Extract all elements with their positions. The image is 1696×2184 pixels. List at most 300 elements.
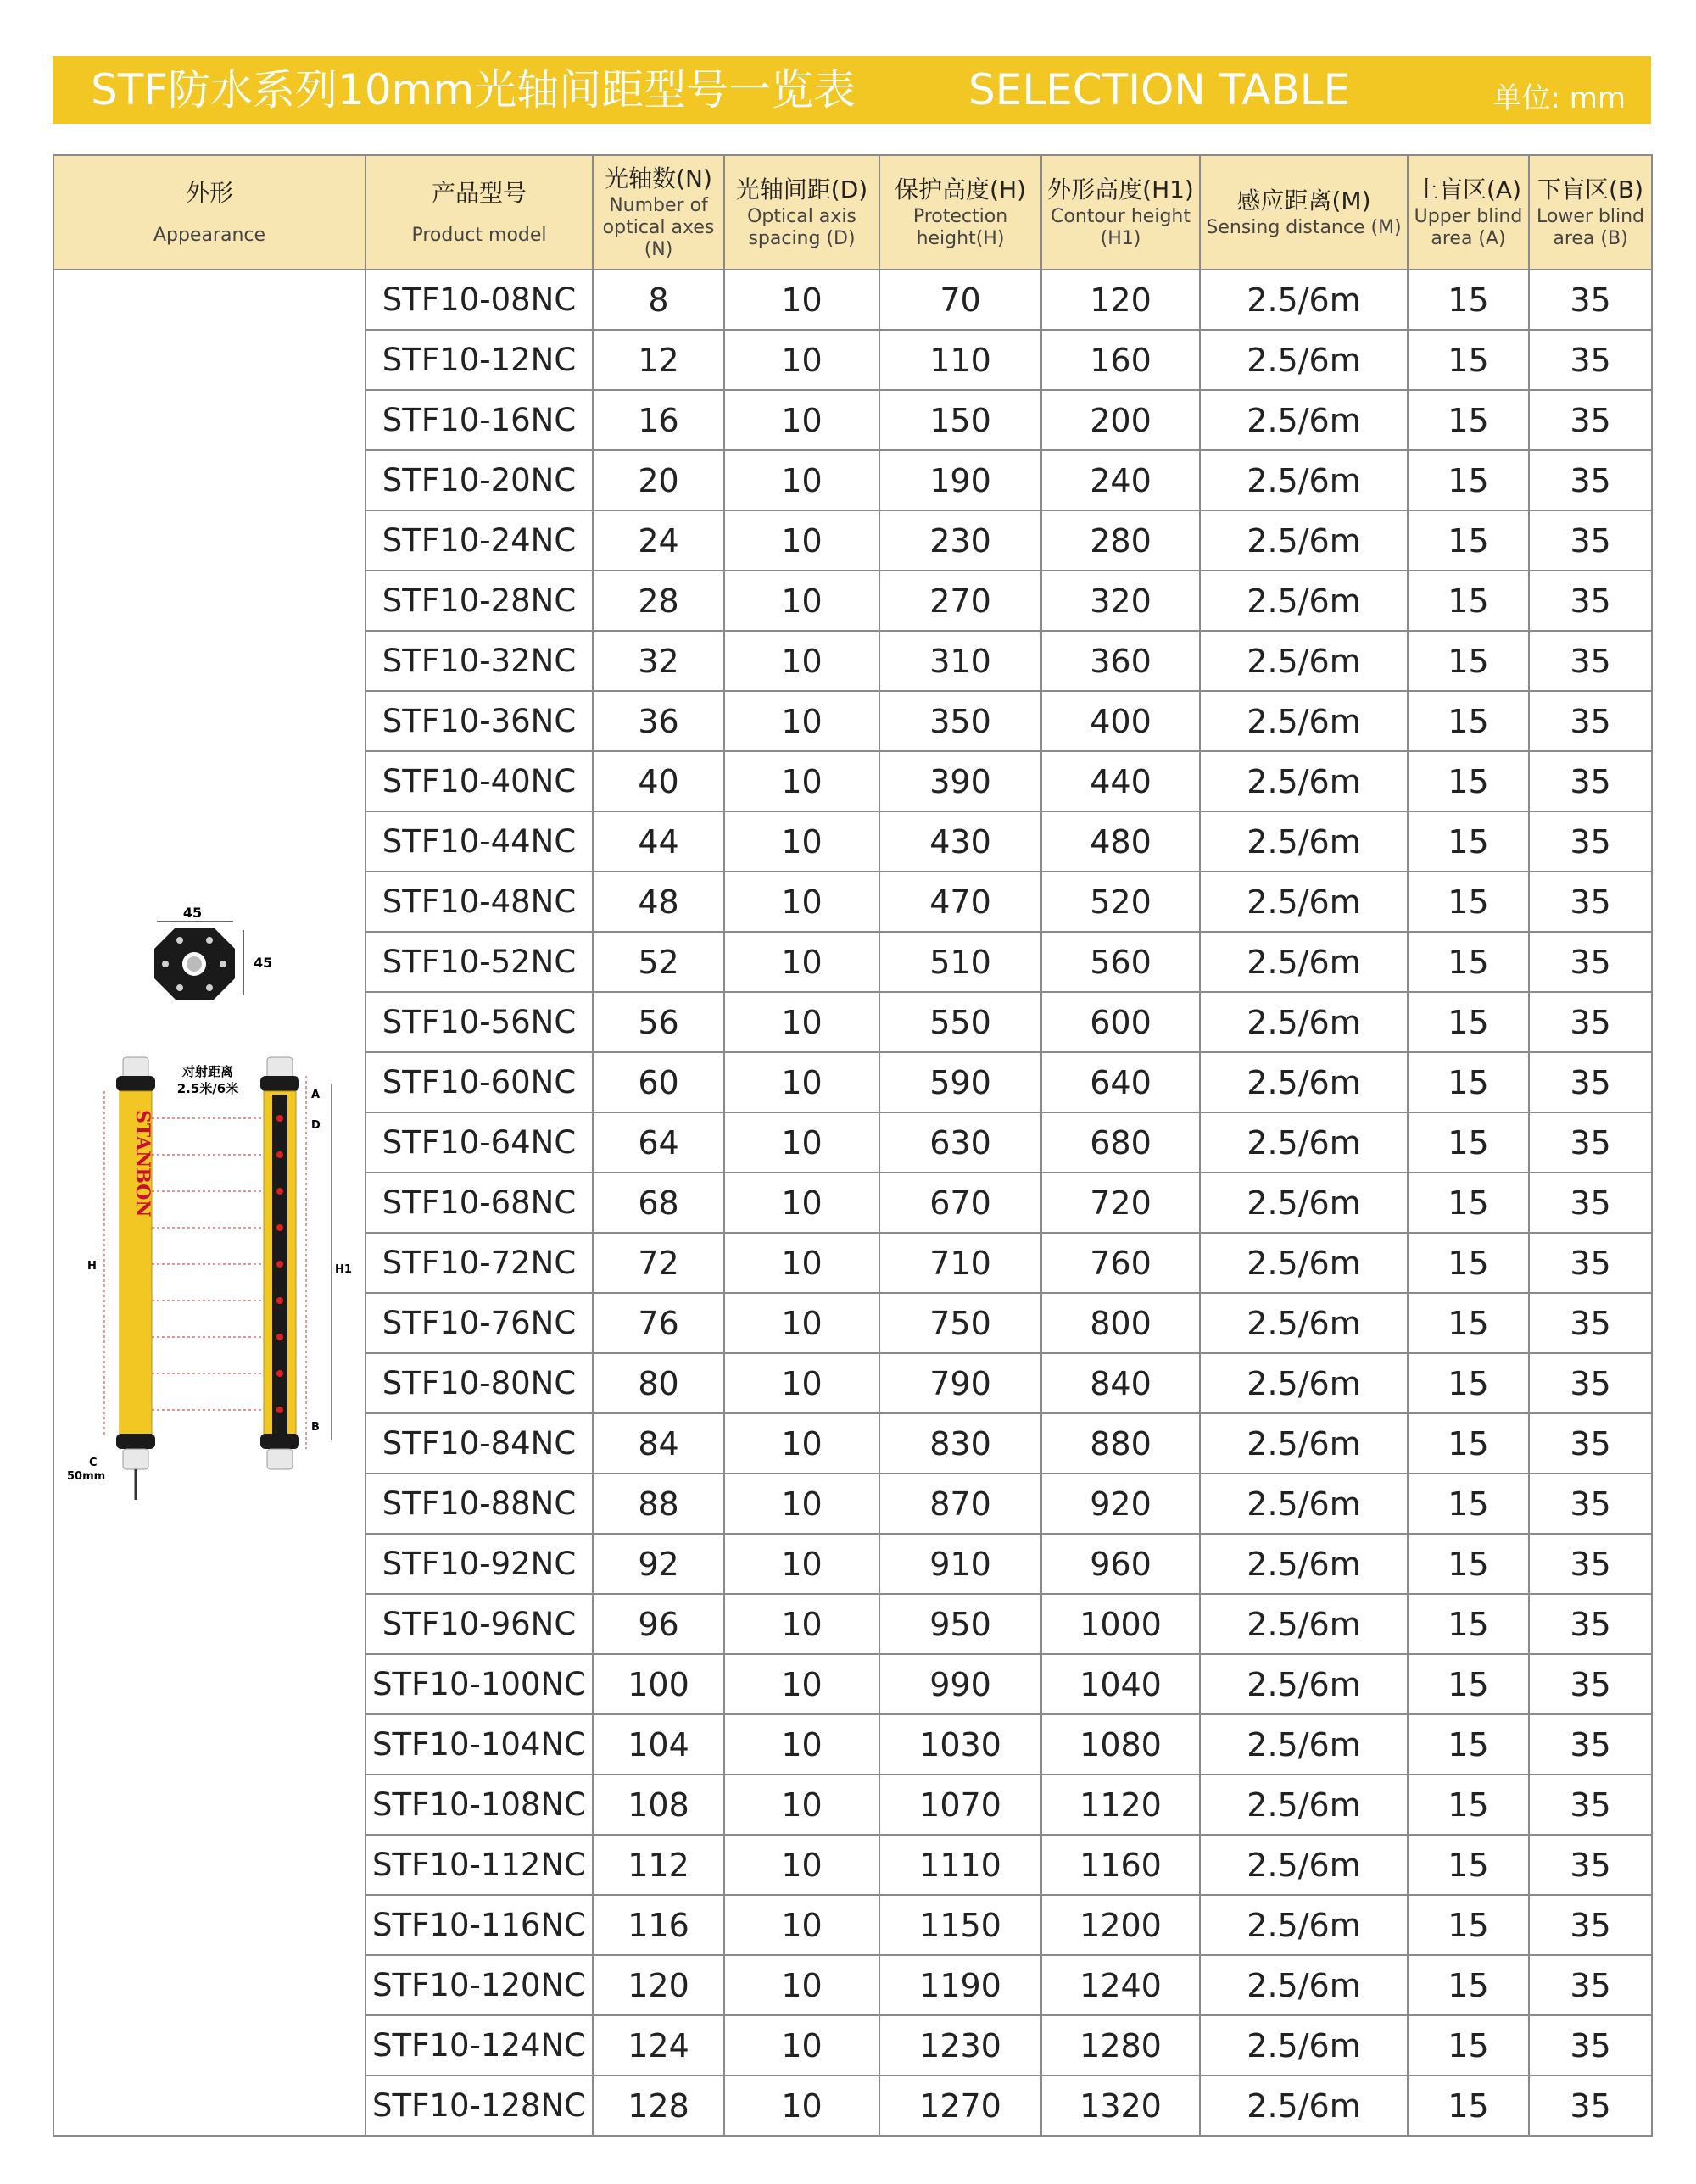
header-en: Number of optical axes (N) [602,194,715,260]
label-c: C [89,1456,98,1469]
cell-model: STF10-36NC [365,691,593,751]
cell-contour-height: 840 [1041,1353,1200,1413]
label-b: B [311,1420,320,1434]
selection-table [53,154,1653,2137]
cell-sensing-distance: 2.5/6m [1200,2015,1408,2075]
cell-lower-blind: 35 [1529,932,1652,992]
header-en: Appearance [153,224,266,246]
cell-axes: 28 [593,571,724,631]
cell-lower-blind: 35 [1529,992,1652,1052]
cell-protection-height: 830 [879,1413,1041,1474]
table-body [53,270,1652,2136]
cell-lower-blind: 35 [1529,1955,1652,2015]
top-view [154,906,272,1000]
cell-spacing: 10 [724,932,879,992]
cell-sensing-distance: 2.5/6m [1200,330,1408,390]
cell-spacing: 10 [724,631,879,691]
cell-contour-height: 160 [1041,330,1200,390]
cell-lower-blind: 35 [1529,811,1652,872]
cell-axes: 96 [593,1594,724,1654]
cell-spacing: 10 [724,2015,879,2075]
cell-contour-height: 720 [1041,1173,1200,1233]
cell-contour-height: 760 [1041,1233,1200,1293]
cell-model: STF10-56NC [365,992,593,1052]
label-h: H [87,1259,97,1273]
brand-label: STANBON [131,1109,153,1217]
cell-contour-height: 600 [1041,992,1200,1052]
cell-spacing: 10 [724,450,879,510]
cell-sensing-distance: 2.5/6m [1200,751,1408,811]
label-a: A [311,1088,321,1101]
cell-contour-height: 360 [1041,631,1200,691]
cell-model: STF10-12NC [365,330,593,390]
header-upper-blind [1408,155,1529,270]
cell-sensing-distance: 2.5/6m [1200,1233,1408,1293]
cell-lower-blind: 35 [1529,571,1652,631]
cell-model: STF10-52NC [365,932,593,992]
cell-axes: 128 [593,2075,724,2136]
table-header-row [53,155,1652,270]
cell-model: STF10-20NC [365,450,593,510]
cell-sensing-distance: 2.5/6m [1200,1895,1408,1955]
cell-upper-blind: 15 [1408,450,1529,510]
cell-spacing: 10 [724,1654,879,1714]
distance-value: 2.5米/6米 [176,1080,239,1096]
cell-sensing-distance: 2.5/6m [1200,1534,1408,1594]
header-cn: 光轴间距(D) [735,175,868,203]
cell-sensing-distance: 2.5/6m [1200,811,1408,872]
cell-protection-height: 1030 [879,1714,1041,1774]
cell-contour-height: 1200 [1041,1895,1200,1955]
cell-model: STF10-108NC [365,1774,593,1835]
cell-model: STF10-120NC [365,1955,593,2015]
cell-protection-height: 910 [879,1534,1041,1594]
cell-protection-height: 590 [879,1052,1041,1112]
cell-sensing-distance: 2.5/6m [1200,1353,1408,1413]
cell-model: STF10-80NC [365,1353,593,1413]
cell-lower-blind: 35 [1529,390,1652,450]
cell-axes: 48 [593,872,724,932]
cell-sensing-distance: 2.5/6m [1200,1955,1408,2015]
cell-model: STF10-16NC [365,390,593,450]
page-title: STF防水系列10mm光轴间距型号一览表 [91,65,856,114]
title-banner [53,56,1651,124]
cell-protection-height: 950 [879,1594,1041,1654]
cell-upper-blind: 15 [1408,1173,1529,1233]
cell-contour-height: 280 [1041,510,1200,571]
cell-lower-blind: 35 [1529,1233,1652,1293]
cell-model: STF10-128NC [365,2075,593,2136]
cell-sensing-distance: 2.5/6m [1200,1835,1408,1895]
cell-spacing: 10 [724,1112,879,1173]
cell-model: STF10-72NC [365,1233,593,1293]
cell-sensing-distance: 2.5/6m [1200,390,1408,450]
cell-spacing: 10 [724,330,879,390]
cell-spacing: 10 [724,1353,879,1413]
cell-contour-height: 440 [1041,751,1200,811]
cell-contour-height: 1320 [1041,2075,1200,2136]
cell-upper-blind: 15 [1408,1112,1529,1173]
header-en: Product model [411,224,547,246]
cell-spacing: 10 [724,1474,879,1534]
cell-sensing-distance: 2.5/6m [1200,1474,1408,1534]
cell-model: STF10-84NC [365,1413,593,1474]
cell-protection-height: 510 [879,932,1041,992]
header-cn: 产品型号 [431,178,527,207]
cell-spacing: 10 [724,1534,879,1594]
cell-upper-blind: 15 [1408,1594,1529,1654]
cell-protection-height: 110 [879,330,1041,390]
cell-upper-blind: 15 [1408,751,1529,811]
cell-sensing-distance: 2.5/6m [1200,1714,1408,1774]
cell-contour-height: 920 [1041,1474,1200,1534]
cell-lower-blind: 35 [1529,1293,1652,1353]
cell-upper-blind: 15 [1408,1895,1529,1955]
cell-upper-blind: 15 [1408,1413,1529,1474]
cell-axes: 84 [593,1413,724,1474]
cell-lower-blind: 35 [1529,1835,1652,1895]
cell-sensing-distance: 2.5/6m [1200,932,1408,992]
cell-upper-blind: 15 [1408,2015,1529,2075]
cell-protection-height: 550 [879,992,1041,1052]
cell-axes: 12 [593,330,724,390]
cell-spacing: 10 [724,390,879,450]
header-cn: 外形 [185,178,233,207]
cell-axes: 40 [593,751,724,811]
cell-spacing: 10 [724,992,879,1052]
cell-protection-height: 390 [879,751,1041,811]
cell-contour-height: 880 [1041,1413,1200,1474]
cell-contour-height: 1080 [1041,1714,1200,1774]
cell-upper-blind: 15 [1408,2075,1529,2136]
cell-protection-height: 470 [879,872,1041,932]
header-en: Lower blind area (B) [1537,205,1644,249]
cell-sensing-distance: 2.5/6m [1200,992,1408,1052]
distance-label: 对射距离 [181,1063,234,1079]
cell-axes: 76 [593,1293,724,1353]
cell-model: STF10-60NC [365,1052,593,1112]
cell-spacing: 10 [724,1413,879,1474]
cell-lower-blind: 35 [1529,631,1652,691]
cell-upper-blind: 15 [1408,1955,1529,2015]
cell-upper-blind: 15 [1408,390,1529,450]
cell-contour-height: 960 [1041,1534,1200,1594]
cell-sensing-distance: 2.5/6m [1200,1654,1408,1714]
cell-upper-blind: 15 [1408,1233,1529,1293]
label-d: D [311,1118,321,1132]
cell-upper-blind: 15 [1408,811,1529,872]
cell-axes: 52 [593,932,724,992]
cell-protection-height: 630 [879,1112,1041,1173]
cell-protection-height: 430 [879,811,1041,872]
cell-axes: 92 [593,1534,724,1594]
cell-axes: 64 [593,1112,724,1173]
cell-sensing-distance: 2.5/6m [1200,631,1408,691]
cell-spacing: 10 [724,1955,879,2015]
cell-protection-height: 750 [879,1293,1041,1353]
cell-upper-blind: 15 [1408,1774,1529,1835]
cell-protection-height: 350 [879,691,1041,751]
cell-axes: 116 [593,1895,724,1955]
cell-axes: 60 [593,1052,724,1112]
cell-protection-height: 1270 [879,2075,1041,2136]
cell-axes: 8 [593,270,724,330]
cell-axes: 16 [593,390,724,450]
cell-upper-blind: 15 [1408,1052,1529,1112]
cell-contour-height: 640 [1041,1052,1200,1112]
header-product-model [365,155,593,270]
cell-upper-blind: 15 [1408,631,1529,691]
cell-lower-blind: 35 [1529,510,1652,571]
cell-axes: 68 [593,1173,724,1233]
cell-spacing: 10 [724,1052,879,1112]
cell-spacing: 10 [724,1714,879,1774]
cell-contour-height: 1240 [1041,1955,1200,2015]
cell-lower-blind: 35 [1529,1895,1652,1955]
cell-contour-height: 800 [1041,1293,1200,1353]
cell-sensing-distance: 2.5/6m [1200,450,1408,510]
header-protection-height [879,155,1041,270]
label-h1: H1 [335,1262,352,1276]
cell-sensing-distance: 2.5/6m [1200,872,1408,932]
cell-protection-height: 1190 [879,1955,1041,2015]
cell-upper-blind: 15 [1408,992,1529,1052]
cell-sensing-distance: 2.5/6m [1200,1112,1408,1173]
cell-lower-blind: 35 [1529,1173,1652,1233]
cell-lower-blind: 35 [1529,1534,1652,1594]
cell-axes: 104 [593,1714,724,1774]
cell-sensing-distance: 2.5/6m [1200,1413,1408,1474]
cell-protection-height: 230 [879,510,1041,571]
header-cn: 光轴数(N) [605,164,712,192]
cell-model: STF10-116NC [365,1895,593,1955]
header-lower-blind [1529,155,1652,270]
cell-model: STF10-112NC [365,1835,593,1895]
cell-lower-blind: 35 [1529,1714,1652,1774]
cell-contour-height: 200 [1041,390,1200,450]
cell-sensing-distance: 2.5/6m [1200,1293,1408,1353]
header-cn: 外形高度(H1) [1047,175,1194,203]
cell-protection-height: 1070 [879,1774,1041,1835]
cell-protection-height: 710 [879,1233,1041,1293]
cell-contour-height: 1120 [1041,1774,1200,1835]
cell-model: STF10-92NC [365,1534,593,1594]
cell-protection-height: 270 [879,571,1041,631]
cell-spacing: 10 [724,571,879,631]
cell-contour-height: 320 [1041,571,1200,631]
cell-lower-blind: 35 [1529,450,1652,510]
product-diagram [57,906,362,1500]
cell-axes: 20 [593,450,724,510]
cell-spacing: 10 [724,872,879,932]
cell-spacing: 10 [724,811,879,872]
appearance-cell [53,270,365,2136]
cell-axes: 108 [593,1774,724,1835]
cell-protection-height: 1110 [879,1835,1041,1895]
cell-lower-blind: 35 [1529,1594,1652,1654]
cell-axes: 100 [593,1654,724,1714]
cell-sensing-distance: 2.5/6m [1200,1052,1408,1112]
receiver-bar [260,1057,299,1469]
cell-protection-height: 70 [879,270,1041,330]
cell-contour-height: 1000 [1041,1594,1200,1654]
header-contour-height [1041,155,1200,270]
header-cn: 下盲区(B) [1537,175,1644,203]
cell-sensing-distance: 2.5/6m [1200,1173,1408,1233]
cell-upper-blind: 15 [1408,270,1529,330]
cell-axes: 32 [593,631,724,691]
label-c-value: 50mm [67,1469,106,1483]
cell-lower-blind: 35 [1529,1654,1652,1714]
cell-model: STF10-64NC [365,1112,593,1173]
beam-lines [152,1118,264,1410]
cell-upper-blind: 15 [1408,1474,1529,1534]
cell-model: STF10-76NC [365,1293,593,1353]
cell-contour-height: 520 [1041,872,1200,932]
cell-lower-blind: 35 [1529,691,1652,751]
cell-contour-height: 400 [1041,691,1200,751]
cell-model: STF10-44NC [365,811,593,872]
cell-spacing: 10 [724,1233,879,1293]
cell-contour-height: 1160 [1041,1835,1200,1895]
cell-model: STF10-32NC [365,631,593,691]
cell-axes: 44 [593,811,724,872]
cell-model: STF10-48NC [365,872,593,932]
table-row [53,270,1652,330]
cell-protection-height: 1230 [879,2015,1041,2075]
cell-model: STF10-08NC [365,270,593,330]
cell-contour-height: 480 [1041,811,1200,872]
header-en: Upper blind area (A) [1414,205,1523,249]
header-axes-count [593,155,724,270]
cell-spacing: 10 [724,1173,879,1233]
cell-spacing: 10 [724,2075,879,2136]
cell-upper-blind: 15 [1408,510,1529,571]
cell-upper-blind: 15 [1408,1714,1529,1774]
cell-protection-height: 190 [879,450,1041,510]
cell-spacing: 10 [724,1774,879,1835]
cell-lower-blind: 35 [1529,1413,1652,1474]
cell-upper-blind: 15 [1408,932,1529,992]
cell-protection-height: 1150 [879,1895,1041,1955]
page-title-en: SELECTION TABLE [968,65,1351,114]
cell-contour-height: 1040 [1041,1654,1200,1714]
top-height-label: 45 [254,954,273,971]
cell-lower-blind: 35 [1529,2075,1652,2136]
header-cn: 保护高度(H) [895,175,1026,203]
header-en: Protection height(H) [912,205,1008,249]
cell-sensing-distance: 2.5/6m [1200,691,1408,751]
header-axis-spacing [724,155,879,270]
cell-sensing-distance: 2.5/6m [1200,270,1408,330]
cell-lower-blind: 35 [1529,751,1652,811]
cell-protection-height: 990 [879,1654,1041,1714]
cell-sensing-distance: 2.5/6m [1200,1594,1408,1654]
cell-axes: 24 [593,510,724,571]
cell-spacing: 10 [724,691,879,751]
cell-upper-blind: 15 [1408,1293,1529,1353]
cell-contour-height: 240 [1041,450,1200,510]
cell-contour-height: 560 [1041,932,1200,992]
cell-lower-blind: 35 [1529,872,1652,932]
cell-model: STF10-28NC [365,571,593,631]
cell-protection-height: 310 [879,631,1041,691]
cell-upper-blind: 15 [1408,1654,1529,1714]
cell-model: STF10-24NC [365,510,593,571]
cell-protection-height: 870 [879,1474,1041,1534]
cell-axes: 120 [593,1955,724,2015]
cell-axes: 80 [593,1353,724,1413]
header-sensing-distance [1200,155,1408,270]
header-appearance [53,155,365,270]
cell-axes: 124 [593,2015,724,2075]
cell-spacing: 10 [724,1293,879,1353]
cell-axes: 72 [593,1233,724,1293]
cell-sensing-distance: 2.5/6m [1200,571,1408,631]
cell-lower-blind: 35 [1529,270,1652,330]
cell-spacing: 10 [724,1895,879,1955]
cell-axes: 88 [593,1474,724,1534]
cell-spacing: 10 [724,1835,879,1895]
cell-lower-blind: 35 [1529,1353,1652,1413]
cell-upper-blind: 15 [1408,330,1529,390]
cell-lower-blind: 35 [1529,1112,1652,1173]
header-en: Contour height (H1) [1051,205,1191,249]
header-cn: 上盲区(A) [1414,175,1521,203]
unit-label: 单位: mm [1492,81,1626,115]
cell-spacing: 10 [724,1594,879,1654]
header-en: Sensing distance (M) [1206,216,1402,238]
header-cn: 感应距离(M) [1236,186,1371,214]
emitter-bar [116,1057,155,1500]
cell-lower-blind: 35 [1529,1774,1652,1835]
cell-axes: 36 [593,691,724,751]
cell-contour-height: 120 [1041,270,1200,330]
cell-model: STF10-68NC [365,1173,593,1233]
cell-model: STF10-104NC [365,1714,593,1774]
cell-model: STF10-96NC [365,1594,593,1654]
top-width-label: 45 [182,905,203,921]
cell-model: STF10-40NC [365,751,593,811]
cell-contour-height: 1280 [1041,2015,1200,2075]
cell-spacing: 10 [724,751,879,811]
cell-upper-blind: 15 [1408,571,1529,631]
cell-sensing-distance: 2.5/6m [1200,2075,1408,2136]
cell-protection-height: 150 [879,390,1041,450]
cell-upper-blind: 15 [1408,1835,1529,1895]
cell-axes: 56 [593,992,724,1052]
cell-upper-blind: 15 [1408,691,1529,751]
cell-sensing-distance: 2.5/6m [1200,510,1408,571]
cell-sensing-distance: 2.5/6m [1200,1774,1408,1835]
cell-lower-blind: 35 [1529,2015,1652,2075]
cell-protection-height: 790 [879,1353,1041,1413]
cell-upper-blind: 15 [1408,1534,1529,1594]
cell-contour-height: 680 [1041,1112,1200,1173]
cell-axes: 112 [593,1835,724,1895]
cell-lower-blind: 35 [1529,1052,1652,1112]
cell-upper-blind: 15 [1408,1353,1529,1413]
cell-protection-height: 670 [879,1173,1041,1233]
cell-lower-blind: 35 [1529,1474,1652,1534]
cell-model: STF10-88NC [365,1474,593,1534]
cell-spacing: 10 [724,270,879,330]
cell-model: STF10-124NC [365,2015,593,2075]
header-en: Optical axis spacing (D) [747,205,856,249]
cell-model: STF10-100NC [365,1654,593,1714]
cell-lower-blind: 35 [1529,330,1652,390]
cell-upper-blind: 15 [1408,872,1529,932]
